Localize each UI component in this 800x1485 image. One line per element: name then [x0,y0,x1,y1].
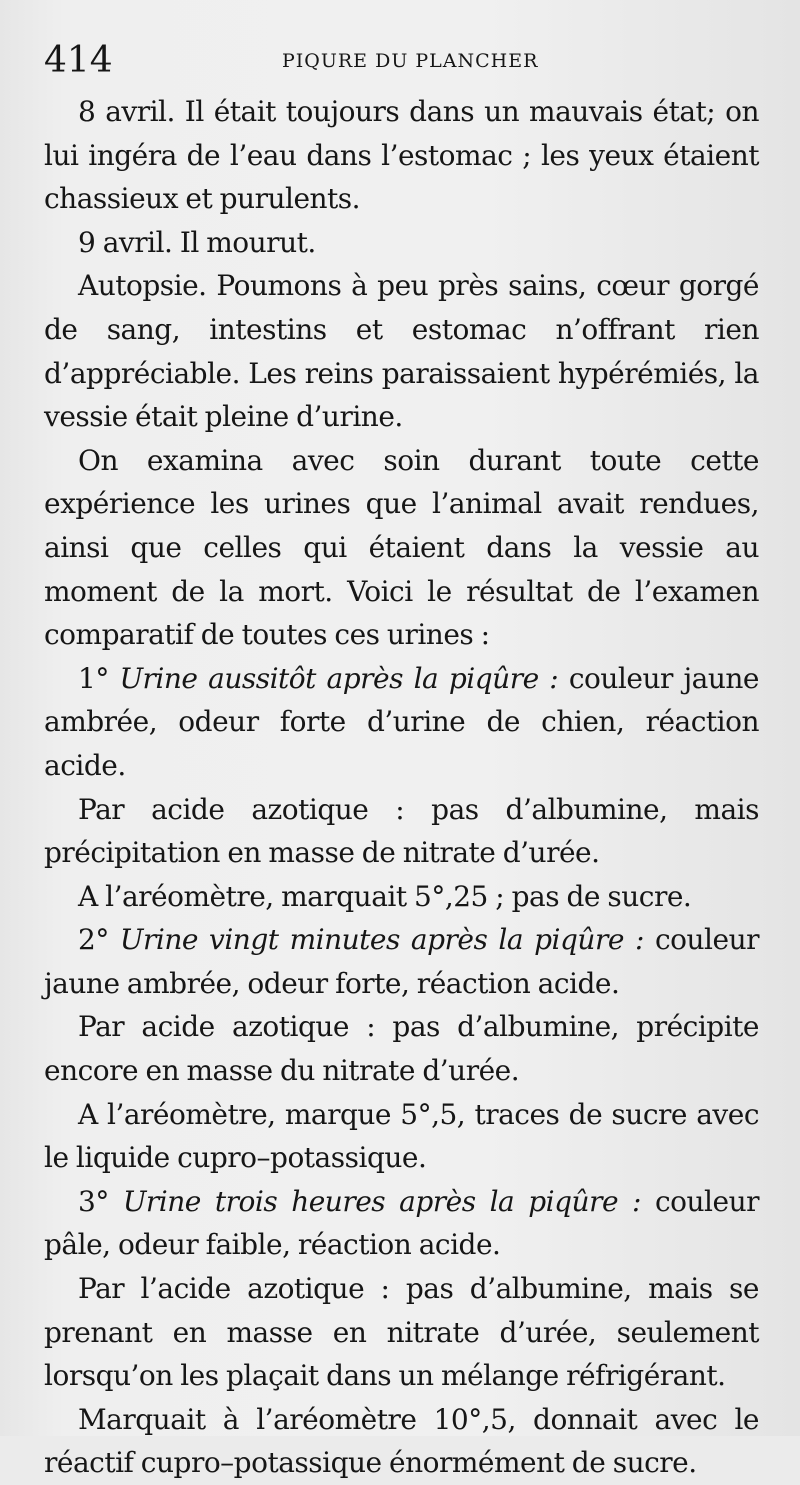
italic-heading: Urine aussitôt après la piqûre : [119,661,559,695]
paragraph: Par acide azotique : pas d’albumine, précipite encore en masse du nitrate d’urée. [44,1010,759,1088]
page-number: 414 [44,40,113,81]
paragraph: 3° Urine trois heures après la piqûre : couleur pâle, odeur faible, réaction acide. [44,1184,759,1262]
paragraph: A l’aréomètre, marque 5°,5, traces de sucre avec le liquide cupro–potassique. [44,1097,759,1175]
body-text [44,90,759,1485]
paragraph: A l’aréomètre, marquait 5°,25 ; pas de sucre. [78,879,692,913]
paragraph: On examina avec soin durant toute cette expérience les urines que l’animal avait rendues, ainsi que celles qui étaient dans la vessie au moment de la mort. Voici le résultat de l’examen comparatif de toutes ces urines : [44,443,759,652]
running-head: PIQURE DU PLANCHER [282,50,539,72]
paragraph: 9 avril. Il mourut. [78,225,316,259]
paragraph: Marquait à l’aréomètre 10°,5, donnait avec le réactif cupro–potassique énormément de sucre. [44,1402,759,1480]
list-number: 2° [78,923,109,957]
italic-heading: Urine trois heures après la piqûre : [122,1184,641,1218]
list-number: 1° [78,661,109,695]
paragraph: 8 avril. Il était toujours dans un mauvais état; on lui ingéra de l’eau dans l’estomac ; les yeux étaient chassieux et purulents. [44,95,759,216]
page-header [44,38,764,88]
list-number: 3° [78,1184,109,1218]
italic-heading: Urine vingt minutes après la piqûre : [119,923,644,957]
paragraph: 2° Urine vingt minutes après la piqûre : couleur jaune ambrée, odeur forte, réaction acide. [44,923,759,1000]
paragraph: Par l’acide azotique : pas d’albumine, mais se prenant en masse en nitrate d’urée, seulement lorsqu’on les plaçait dans un mélange réfrigérant. [44,1272,759,1393]
paragraph: 1° Urine aussitôt après la piqûre : couleur jaune ambrée, odeur forte d’urine de chien, réaction acide. [44,661,759,782]
paragraph: Par acide azotique : pas d’albumine, mais précipitation en masse de nitrate d’urée. [44,792,759,870]
paragraph: Autopsie. Poumons à peu près sains, cœur gorgé de sang, intestins et estomac n’offrant rien d’appréciable. Les reins paraissaient hypérémiés, la vessie était pleine d’urine. [44,269,759,434]
